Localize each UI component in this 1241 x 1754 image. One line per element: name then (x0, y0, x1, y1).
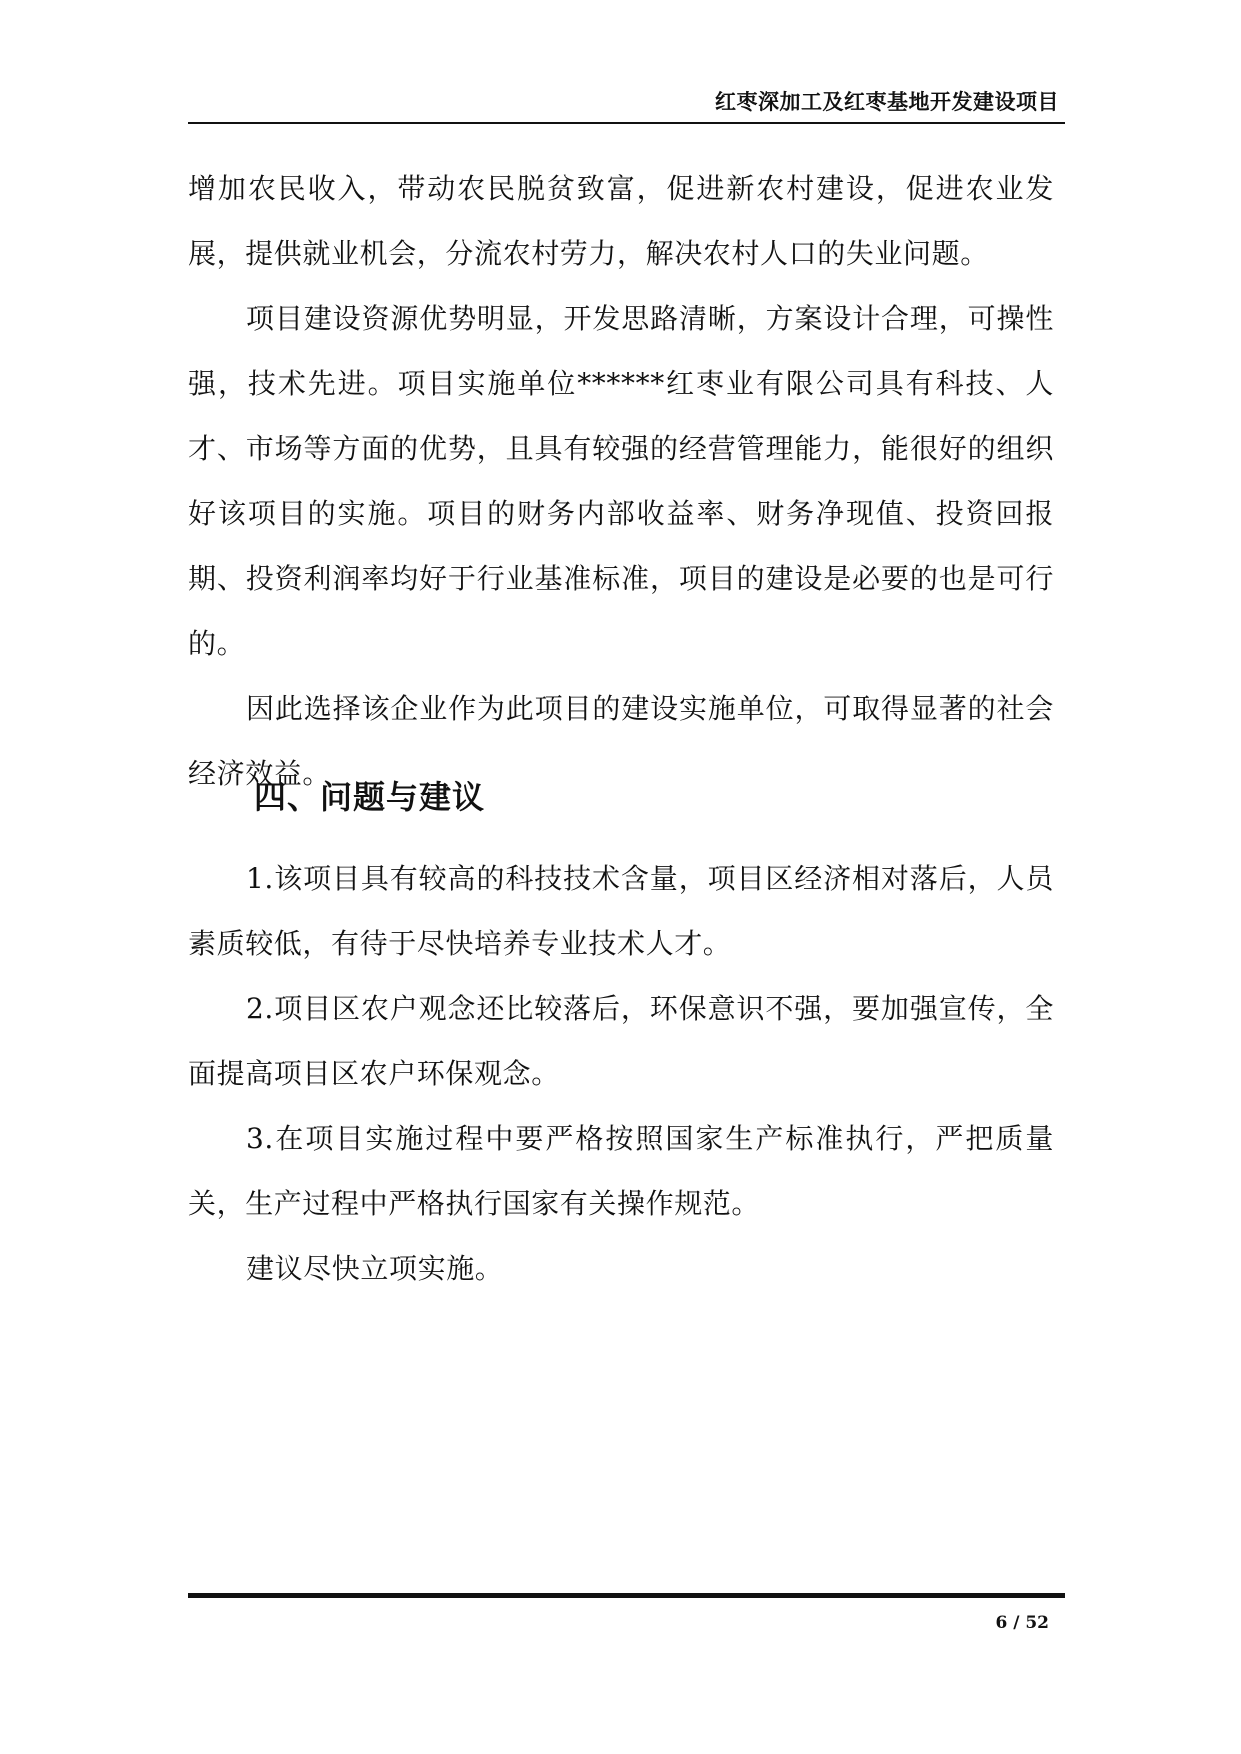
footer-rule (188, 1593, 1065, 1598)
paragraph-project-advantages: 项目建设资源优势明显，开发思路清晰，方案设计合理，可操性强，技术先进。项目实施单位******红枣业有限公司具有科技、人才、市场等方面的优势，且具有较强的经营管理能力，能很好的组织好该项目的实施。项目的财务内部收益率、财务净现值、投资回报期、投资利润率均好于行业基准标准，项目的建设是必要的也是可行的。 (188, 302, 1054, 660)
header-title: 红枣深加工及红枣基地开发建设项目 (715, 90, 1059, 114)
section-heading: 四、问题与建议 (254, 778, 486, 816)
recommendation: 建议尽快立项实施。 (246, 1252, 504, 1285)
page-number: 6 / 52 (995, 1613, 1049, 1633)
suggestion-item-1: 1.该项目具有较高的科技技术含量，项目区经济相对落后，人员素质较低，有待于尽快培养专业技术人才。 (188, 862, 1054, 960)
page-header (188, 84, 1065, 124)
body-text (188, 156, 1054, 806)
paragraph-conclusion: 因此选择该企业作为此项目的建设实施单位，可取得显著的社会经济效益。 (188, 692, 1054, 790)
suggestion-item-3: 3.在项目实施过程中要严格按照国家生产标准执行，严把质量关，生产过程中严格执行国家有关操作规范。 (188, 1122, 1054, 1220)
paragraph-continued: 增加农民收入，带动农民脱贫致富，促进新农村建设，促进农业发展，提供就业机会，分流农村劳力，解决农村人口的失业问题。 (188, 172, 1054, 270)
suggestion-item-2: 2.项目区农户观念还比较落后，环保意识不强，要加强宣传，全面提高项目区农户环保观念。 (188, 992, 1054, 1090)
section-body (188, 846, 1054, 1301)
